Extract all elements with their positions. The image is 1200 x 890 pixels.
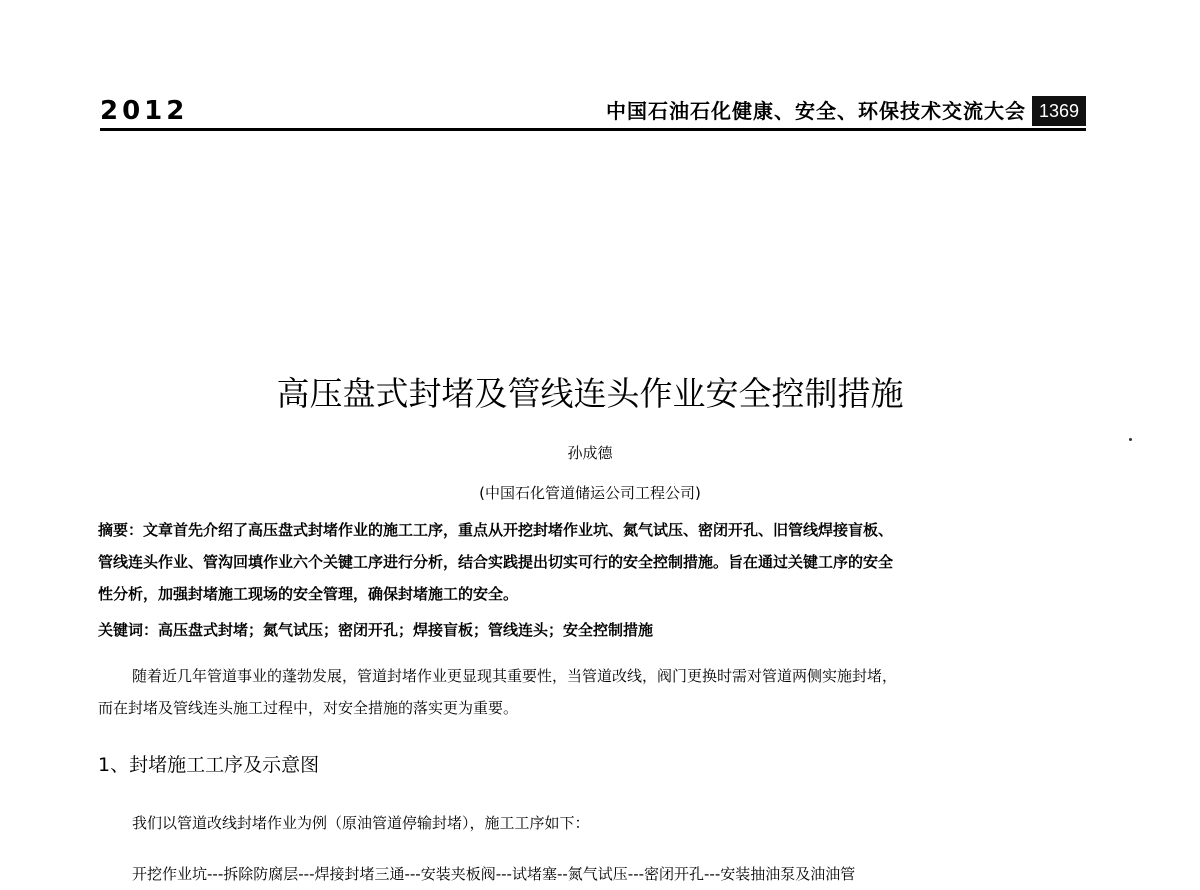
journal-year: 2012 [100,96,189,126]
introduction-paragraph [98,660,1078,724]
article-title: 高压盘式封堵及管线连头作业安全控制措施 [276,374,904,413]
abstract [98,514,1078,610]
conference-name: 中国石油石化健康、安全、环保技术交流大会 [606,99,1026,123]
header-rule [100,128,1086,131]
scan-speck [1129,438,1132,441]
intro-line: 而在封堵及管线连头施工过程中，对安全措施的落实更为重要。 [98,699,519,717]
keywords: 关键词：高压盘式封堵；氮气试压；密闭开孔；焊接盲板；管线连头；安全控制措施 [98,621,654,639]
process-line: 开挖作业坑---拆除防腐层---焊接封堵三通---安装夹板阀---试堵塞--氮气试压---密闭开孔---安装抽油泵及油油管 [132,865,856,883]
abstract-line: 管线连头作业、管沟回填作业六个关键工序进行分析，结合实践提出切实可行的安全控制措施。旨在通过关键工序的安全 [98,553,894,571]
section-lead-paragraph: 我们以管道改线封堵作业为例（原油管道停输封堵），施工工序如下： [132,814,590,832]
process-sequence [98,858,1078,890]
abstract-line: 性分析，加强封堵施工现场的安全管理，确保封堵施工的安全。 [98,585,519,603]
section-heading: 1、封堵施工工序及示意图 [98,754,320,776]
author-affiliation: (中国石化管道储运公司工程公司) [479,484,701,502]
running-header [100,96,1086,132]
author-name: 孙成德 [567,444,613,462]
abstract-line: 摘要：文章首先介绍了高压盘式封堵作业的施工工序，重点从开挖封堵作业坑、氮气试压、密闭开孔、旧管线焊接盲板、 [98,521,894,539]
intro-line: 随着近几年管道事业的蓬勃发展，管道封堵作业更显现其重要性，当管道改线，阀门更换时需对管道两侧实施封堵， [132,667,898,685]
page-number-badge: 1369 [1032,96,1086,126]
